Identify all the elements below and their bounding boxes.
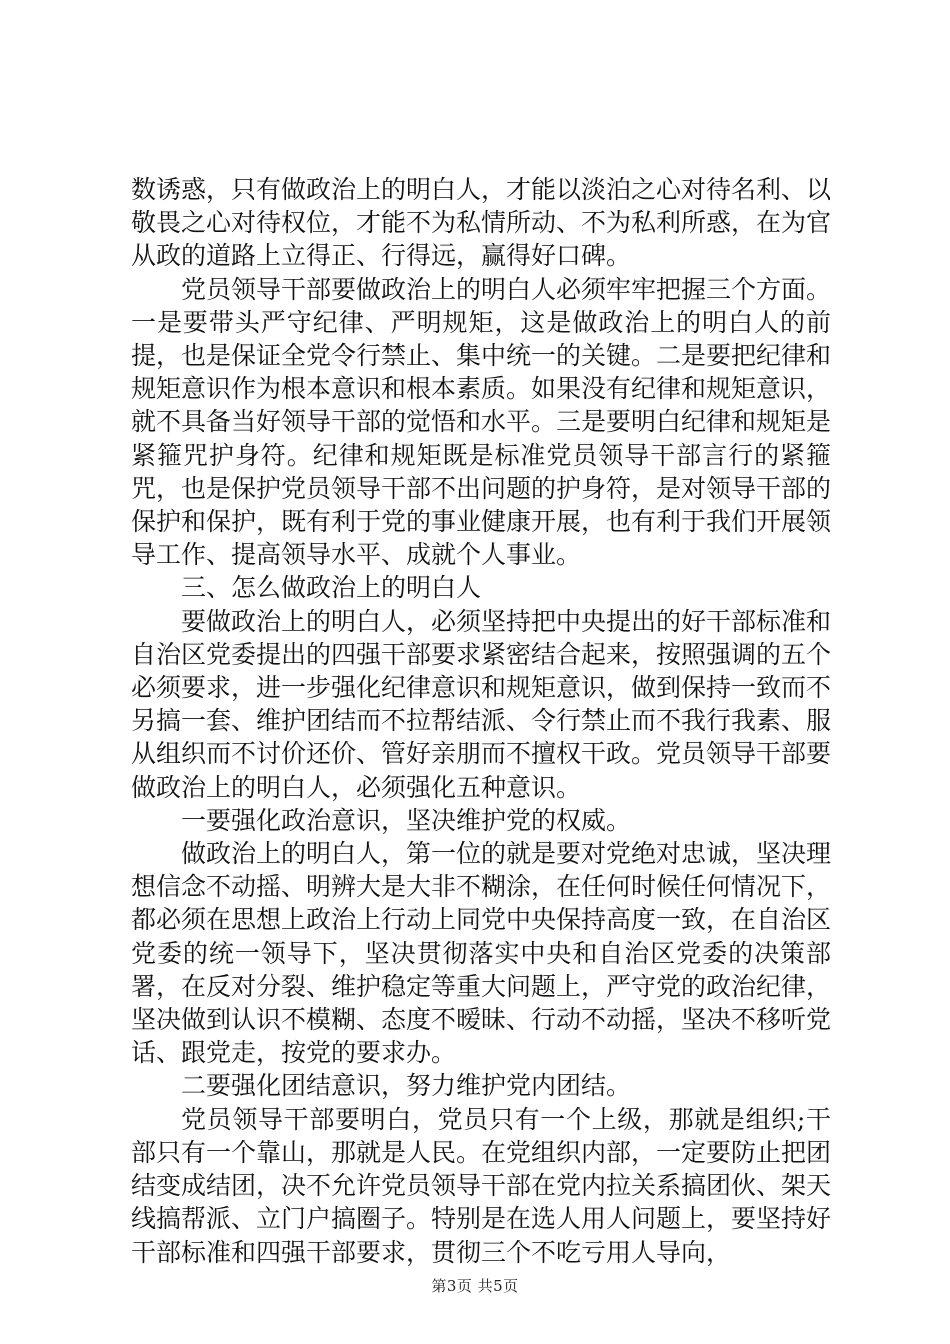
paragraph-6: 做政治上的明白人，第一位的就是要对党绝对忠诚，坚决理想信念不动摇、明辨大是大非不糊涂，在任何时候任何情况下，都必须在思想上政治上行动上同党中央保持高度一致，在自治区党委的统一领导下，坚决贯彻落实中央和自治区党委的决策部署，在反对分裂、维护稳定等重大问题上，严守党的政治纪律，坚决做到认识不模糊、态度不暧昧、行动不动摇，坚决不移听党话、跟党走，按党的要求办。 xyxy=(131,839,832,1068)
paragraph-1: 数诱惑，只有做政治上的明白人，才能以淡泊之心对待名利、以敬畏之心对待权位，才能不为私情所动、不为私利所惑，在为官从政的道路上立得正、行得远，赢得好口碑。 xyxy=(131,175,832,271)
paragraph-2: 党员领导干部要做政治上的明白人必须牢牢把握三个方面。一是要带头严守纪律、严明规矩，这是做政治上的明白人的前提，也是保证全党令行禁止、集中统一的关键。二是要把纪律和规矩意识作为根本意识和根本素质。如果没有纪律和规矩意识，就不具备当好领导干部的觉悟和水平。三是要明白纪律和规矩是紧箍咒护身符。纪律和规矩既是标准党员领导干部言行的紧箍咒，也是保护党员领导干部不出问题的护身符，是对领导干部的保护和保护，既有利于党的事业健康开展，也有利于我们开展领导工作、提高领导水平、成就个人事业。 xyxy=(131,274,832,570)
document-body xyxy=(131,173,831,1269)
section-heading-3: 三、怎么做政治上的明白人 xyxy=(181,573,482,603)
subheading-political-awareness: 一要强化政治意识，坚决维护党的权威。 xyxy=(181,805,632,835)
paragraph-8: 党员领导干部要明白，党员只有一个上级，那就是组织;干部只有一个靠山，那就是人民。在党组织内部，一定要防止把团结变成结团，决不允许党员领导干部在党内拉关系搞团伙、架天线搞帮派、立门户搞圈子。特别是在选人用人问题上，要坚持好干部标准和四强干部要求，贯彻三个不吃亏用人导向， xyxy=(131,1104,832,1267)
paragraph-4: 要做政治上的明白人，必须坚持把中央提出的好干部标准和自治区党委提出的四强干部要求紧密结合起来，按照强调的五个必须要求，进一步强化纪律意识和规矩意识，做到保持一致而不另搞一套、维护团结而不拉帮结派、令行禁止而不我行我素、服从组织而不讨价还价、管好亲朋而不擅权干政。党员领导干部要做政治上的明白人，必须强化五种意识。 xyxy=(131,606,832,802)
subheading-unity-awareness: 二要强化团结意识，努力维护党内团结。 xyxy=(181,1071,632,1101)
page-number-footer: 第3页 共5页 xyxy=(431,1277,519,1295)
